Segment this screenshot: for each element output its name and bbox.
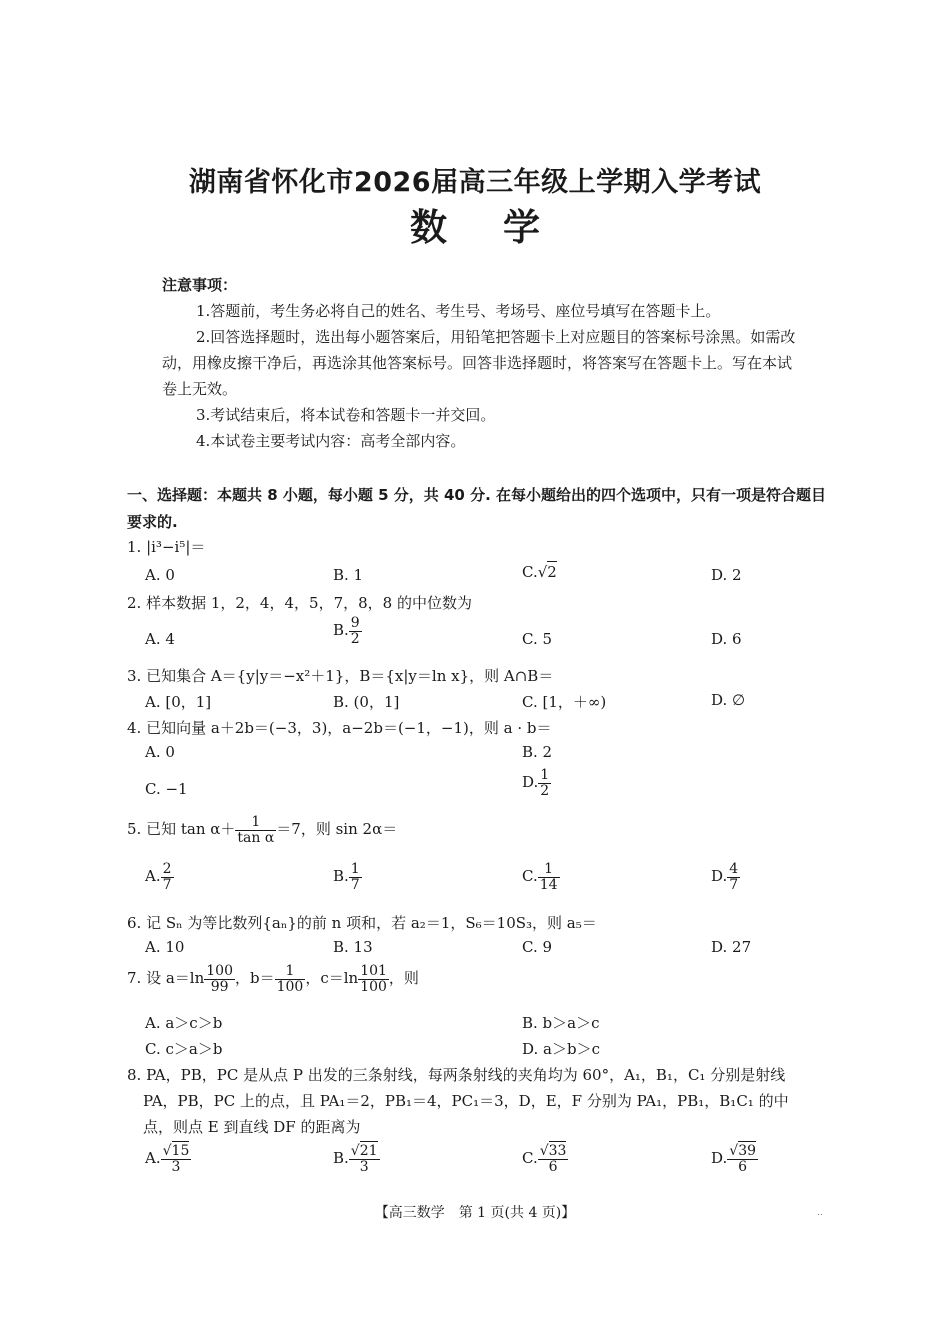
q1-option-b: B. 1 bbox=[333, 566, 364, 584]
q8-option-b: B. $\frac{√21}{3}$ bbox=[333, 1143, 378, 1175]
question-5-stem: 5. 已知 tan α＋ $\frac{1}{\text{tan α}}$ ＝7，则 sin 2α＝ bbox=[127, 814, 398, 846]
question-3-stem: 3. 已知集合 A＝{y|y＝−x²＋1}，B＝{x|y＝ln x}，则 A∩B＝ bbox=[127, 667, 554, 685]
q8-option-d: D. $\frac{√39}{6}$ bbox=[711, 1143, 757, 1175]
q3-option-b: B. (0，1] bbox=[333, 693, 400, 711]
notice-item-4: 4.本试卷主要考试内容：高考全部内容。 bbox=[196, 432, 466, 450]
q7-option-d: D. a＞b＞c bbox=[522, 1040, 600, 1058]
question-1-stem: 1. |i³−i⁵|＝ bbox=[127, 538, 206, 556]
q5-option-d: D. $\frac{4}{7}$ bbox=[711, 861, 739, 893]
q5-option-a: A. $\frac{2}{7}$ bbox=[145, 861, 172, 893]
q7-option-a: A. a＞c＞b bbox=[145, 1014, 223, 1032]
footer-mark: .. bbox=[817, 1208, 823, 1218]
q3-option-c: C. [1，＋∞) bbox=[522, 693, 607, 711]
question-7-stem: 7. 设 a＝ln $\frac{100}{99}$ ，b＝ $\frac{1}{100}$ ，c＝ln $\frac{101}{100}$ ，则 bbox=[127, 963, 419, 995]
q7-option-c: C. c＞a＞b bbox=[145, 1040, 223, 1058]
q1-option-d: D. 2 bbox=[711, 566, 742, 584]
q4-option-d: D. $\frac{1}{2}$ bbox=[522, 767, 550, 799]
notice-item-2: 2.回答选择题时，选出每小题答案后，用铅笔把答题卡上对应题目的答案标号涂黑。如需改动，用橡皮擦干净后，再选涂其他答案标号。回答非选择题时，将答案写在答题卡上。写在本试卷上无效。 bbox=[162, 328, 796, 398]
q6-option-c: C. 9 bbox=[522, 938, 553, 956]
q2-option-d: D. 6 bbox=[711, 630, 742, 648]
q2-option-b: B. $\frac{9}{2}$ bbox=[333, 615, 360, 647]
q6-option-b: B. 13 bbox=[333, 938, 373, 956]
question-8-stem-line-3: 点，则点 E 到直线 DF 的距离为 bbox=[143, 1118, 361, 1136]
question-4-stem: 4. 已知向量 a＋2b＝(−3，3)，a−2b＝(−1，−1)，则 a · b＝ bbox=[127, 719, 552, 737]
q7-option-b: B. b＞a＞c bbox=[522, 1014, 600, 1032]
q8-option-a: A. $\frac{√15}{3}$ bbox=[145, 1143, 190, 1175]
q4-option-b: B. 2 bbox=[522, 743, 553, 761]
question-2-stem: 2. 样本数据 1，2，4，4，5，7，8，8 的中位数为 bbox=[127, 594, 472, 612]
q6-option-d: D. 27 bbox=[711, 938, 752, 956]
section-heading: 一、选择题：本题共 8 小题，每小题 5 分，共 40 分. 在每小题给出的四个选项中，只有一项是符合题目要求的. bbox=[127, 486, 827, 531]
notice-item-1: 1.答题前，考生务必将自己的姓名、考生号、考场号、座位号填写在答题卡上。 bbox=[196, 302, 721, 320]
q2-option-a: A. 4 bbox=[145, 630, 175, 648]
subject-title: 数学 bbox=[410, 206, 596, 249]
question-8-stem-line-1: 8. PA，PB，PC 是从点 P 出发的三条射线，每两条射线的夹角均为 60°，A₁，B₁，C₁ 分别是射线 bbox=[127, 1066, 786, 1084]
question-6-stem: 6. 记 Sₙ 为等比数列{aₙ}的前 n 项和，若 a₂＝1，S₆＝10S₃，则 a₅＝ bbox=[127, 914, 597, 932]
question-8-stem-line-2: PA，PB，PC 上的点，且 PA₁＝2，PB₁＝4，PC₁＝3，D，E，F 分别为 PA₁，PB₁，B₁C₁ 的中 bbox=[143, 1092, 789, 1110]
notice-item-3: 3.考试结束后，将本试卷和答题卡一并交回。 bbox=[196, 406, 496, 424]
q4-option-c: C. −1 bbox=[145, 780, 188, 798]
exam-title: 湖南省怀化市2026届高三年级上学期入学考试 bbox=[188, 167, 762, 198]
q1-option-c: C.√2 bbox=[522, 563, 557, 581]
notice-heading: 注意事项： bbox=[162, 276, 238, 294]
q4-option-a: A. 0 bbox=[145, 743, 175, 761]
q6-option-a: A. 10 bbox=[145, 938, 185, 956]
q3-option-a: A. [0，1] bbox=[145, 693, 212, 711]
q8-option-c: C. $\frac{√33}{6}$ bbox=[522, 1143, 567, 1175]
q5-option-c: C. $\frac{1}{14}$ bbox=[522, 861, 558, 893]
q1-option-a: A. 0 bbox=[145, 566, 175, 584]
page-footer: 【高三数学 第 1 页(共 4 页)】 bbox=[374, 1205, 576, 1221]
q5-option-b: B. $\frac{1}{7}$ bbox=[333, 861, 360, 893]
q3-option-d: D. ∅ bbox=[711, 691, 746, 709]
q2-option-c: C. 5 bbox=[522, 630, 553, 648]
